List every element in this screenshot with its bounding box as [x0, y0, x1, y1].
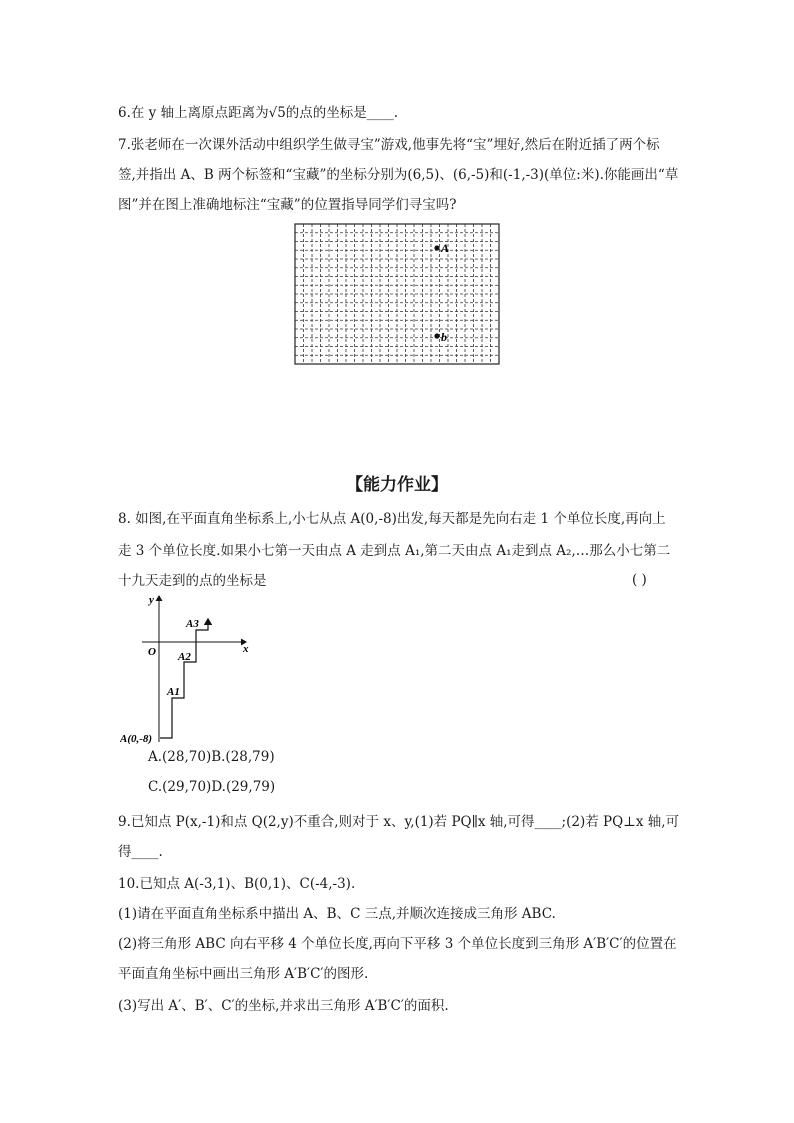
question-10-part-1: (1)请在平面直角坐标系中描出 A、B、C 三点,并顺次连接成三角形 ABC. [118, 906, 556, 922]
section-heading: 【能力作业】 [346, 475, 448, 495]
origin-label: O [148, 646, 156, 658]
treasure-grid-figure [292, 222, 502, 368]
q8-options-ab: A.(28,70)B.(28,79) [148, 749, 275, 765]
question-10-stem: 10.已知点 A(-3,1)、B(0,1)、C(-4,-3). [118, 876, 356, 892]
question-7-line-1: 7.张老师在一次课外活动中组织学生做寻宝”游戏,他事先将“宝”埋好,然后在附近插了两个标 [118, 137, 660, 153]
question-8-line-3: 十九天走到的点的坐标是 [118, 573, 267, 589]
x-axis-label: x [243, 643, 249, 655]
start-point-label: A(0,-8) [120, 733, 153, 745]
question-10-part-3: (3)写出 A′、B′、C′的坐标,并求出三角形 A′B′C′的面积. [118, 998, 449, 1014]
q8-options-cd: C.(29,70)D.(29,79) [148, 779, 276, 795]
answer-parentheses: ( ) [632, 572, 647, 588]
question-10-part-2-line-1: (2)将三角形 ABC 向右平移 4 个单位长度,再向下平移 3 个单位长度到三角形 A′B′C′的位置在 [118, 936, 677, 952]
point-a-marker [434, 245, 439, 250]
question-7-line-3: 图”并在图上准确地标注“宝藏”的位置指导同学们寻宝吗? [118, 197, 457, 213]
point-b-label: b [441, 330, 447, 344]
question-6: 6.在 y 轴上离原点距离为√5的点的坐标是____. [118, 105, 399, 121]
point-a3-label: A3 [186, 618, 199, 630]
staircase-path [160, 619, 208, 738]
staircase-figure [120, 590, 260, 745]
point-a2-label: A2 [178, 651, 191, 663]
question-9-line-1: 9.已知点 P(x,-1)和点 Q(2,y)不重合,则对于 x、y,(1)若 PQ∥x 轴,可得____;(2)若 PQ⊥x 轴,可 [118, 814, 680, 830]
point-a-label: A [441, 241, 450, 255]
question-8-line-2: 走 3 个单位长度.如果小七第一天由点 A 走到点 A₁,第二天由点 A₁走到点 A₂,…那么小七第二 [118, 543, 671, 559]
y-axis-label: y [149, 594, 154, 606]
question-10-part-2-line-2: 平面直角坐标中画出三角形 A′B′C′的图形. [118, 966, 369, 982]
question-7-line-2: 签,并指出 A、B 两个标签和“宝藏”的坐标分别为(6,5)、(6,-5)和(-1,-3)(单位:米).你能画出“草 [118, 167, 679, 183]
point-a1-label: A1 [167, 686, 180, 698]
question-8-line-1: 8. 如图,在平面直角坐标系上,小七从点 A(0,-8)出发,每天都是先向右走 1 个单位长度,再向上 [118, 511, 666, 527]
point-b-marker [434, 333, 439, 338]
question-9-line-2: 得____. [118, 844, 163, 860]
